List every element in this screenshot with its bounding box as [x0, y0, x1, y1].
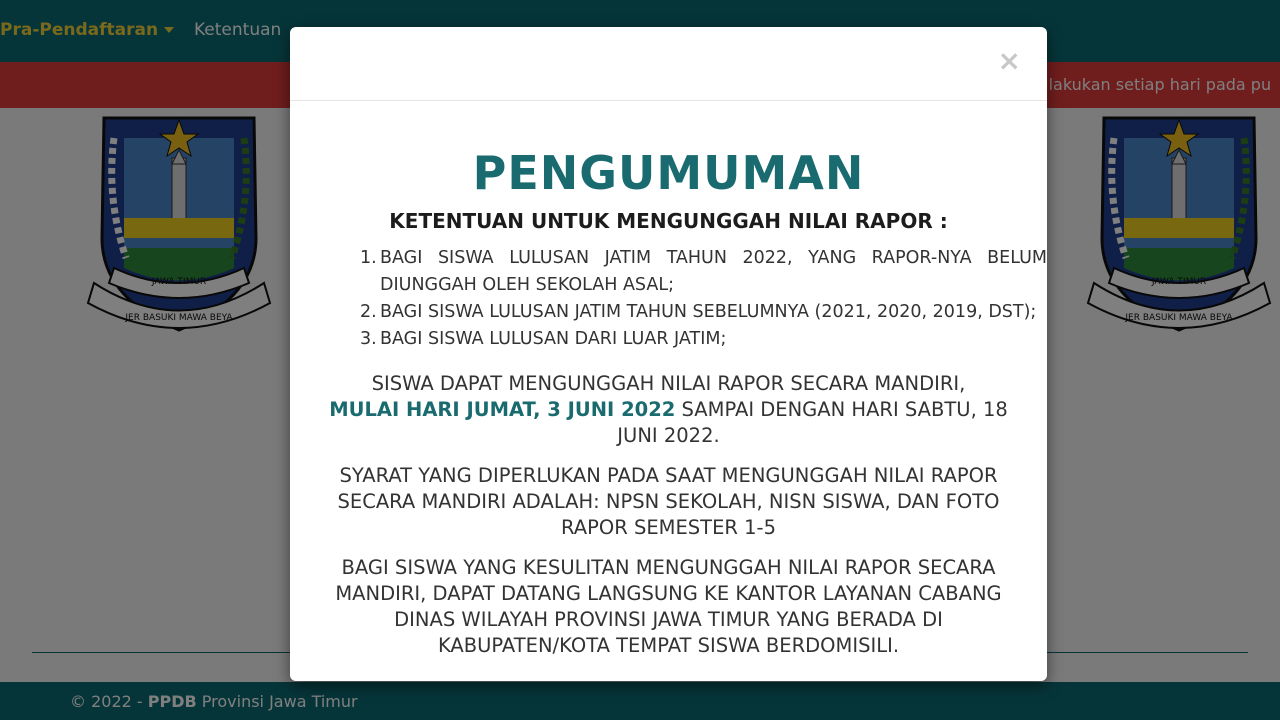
list-text: BAGI SISWA LULUSAN JATIM TAHUN SEBELUMNYA (2021, 2020, 2019, DST);: [380, 302, 1037, 322]
requirements-paragraph: SYARAT YANG DIPERLUKAN PADA SAAT MENGUNGGAH NILAI RAPOR SECARA MANDIRI ADALAH: NPSN SEKOLAH, NISN SISWA, DAN FOTO RAPOR SEMESTER 1-5: [337, 464, 1000, 539]
list-number: 1.: [360, 248, 377, 268]
announcement-modal: [290, 27, 1047, 681]
para1-after: SAMPAI DENGAN HARI SABTU, 18 JUNI 2022.: [617, 398, 1008, 447]
modal-body: [290, 145, 1047, 659]
close-button[interactable]: ×: [997, 44, 1021, 77]
list-text: BAGI SISWA LULUSAN DARI LUAR JATIM;: [380, 329, 727, 349]
list-item: [360, 299, 1047, 326]
upload-period-paragraph: [310, 371, 1027, 449]
modal-subtitle: KETENTUAN UNTUK MENGUNGGAH NILAI RAPOR :: [389, 209, 948, 233]
modal-header: [290, 27, 1047, 101]
list-number: 3.: [360, 329, 377, 349]
assistance-paragraph: BAGI SISWA YANG KESULITAN MENGUNGGAH NILAI RAPOR SECARA MANDIRI, DAPAT DATANG LANGSUNG KE KANTOR LAYANAN CABANG DINAS WILAYAH PROVINSI JAWA TIMUR YANG BERADA DI KABUPATEN/KOTA TEMPAT SISWA BERDOMISILI.: [335, 556, 1002, 657]
modal-title: PENGUMUMAN: [472, 146, 865, 200]
list-item: [360, 326, 1047, 353]
list-number: 2.: [360, 302, 377, 322]
start-date-highlight: MULAI HARI JUMAT, 3 JUNI 2022: [329, 398, 676, 421]
list-item: [360, 245, 1047, 299]
para1-before: SISWA DAPAT MENGUNGGAH NILAI RAPOR SECARA MANDIRI,: [371, 372, 966, 395]
requirements-list: [360, 245, 1047, 353]
list-text: BAGI SISWA LULUSAN JATIM TAHUN 2022, YANG RAPOR-NYA BELUM DIUNGGAH OLEH SEKOLAH ASAL;: [380, 248, 1047, 295]
